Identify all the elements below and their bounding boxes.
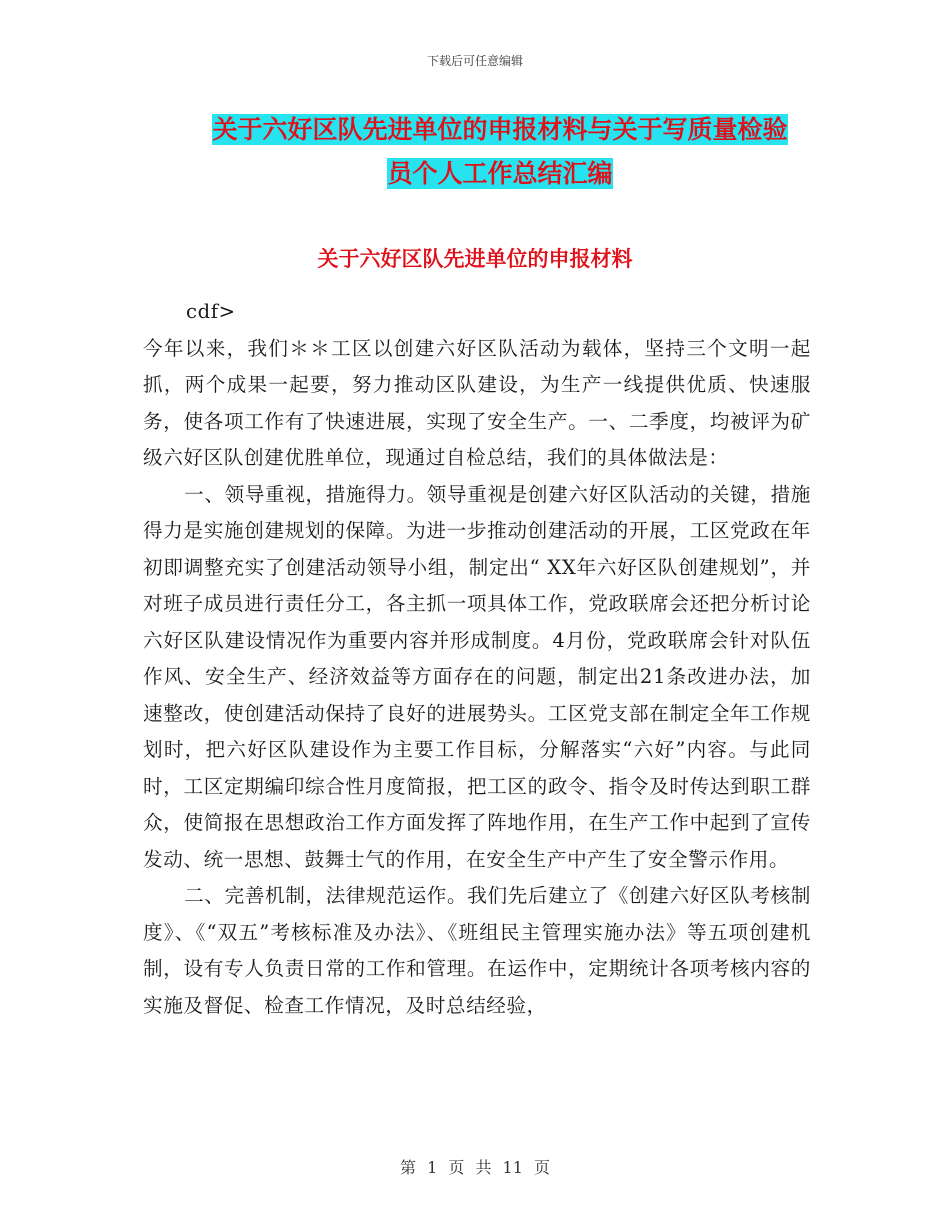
section-title: 关于六好区队先进单位的申报材料: [317, 246, 633, 271]
cdf-marker: cdf>: [186, 300, 236, 323]
document-title-line-2: 员个人工作总结汇编: [387, 159, 613, 188]
body-text: [143, 294, 811, 1024]
document-title: [140, 108, 860, 196]
paragraph-mechanism: 二、完善机制，法律规范运作。我们先后建立了《创建六好区队考核制度》、《“双五”考核标准及办法》、《班组民主管理实施办法》等五项创建机制，设有专人负责日常的工作和管理。在运作中，定期统计各项考核内容的实施及督促、检查工作情况，及时总结经验，: [143, 884, 811, 1017]
document-title-line-1: 关于六好区队先进单位的申报材料与关于写质量检验: [212, 115, 788, 144]
paragraph-intro: 今年以来，我们＊＊工区以创建六好区队活动为载体，坚持三个文明一起抓，两个成果一起要，努力推动区队建设，为生产一线提供优质、快速服务，使各项工作有了快速进展，实现了安全生产。一、二季度，均被评为矿级六好区队创建优胜单位，现通过自检总结，我们的具体做法是：: [143, 336, 811, 469]
page-header: 下载后可任意编辑: [426, 54, 523, 68]
page-footer: 第 1 页 共 11 页: [400, 1158, 550, 1177]
paragraph-leadership: 一、领导重视，措施得力。领导重视是创建六好区队活动的关键，措施得力是实施创建规划的保障。为进一步推动创建活动的开展，工区党政在年初即调整充实了创建活动领导小组，制定出“ XX年六好区队创建规划”，并对班子成员进行责任分工，各主抓一项具体工作，党政联席会还把分析讨论六好区队建设情况作为重要内容并形成制度。4月份，党政联席会针对队伍作风、安全生产、经济效益等方面存在的问题，制定出21条改进办法，加速整改，使创建活动保持了良好的进展势头。工区党支部在制定全年工作规划时，把六好区队建设作为主要工作目标，分解落实“六好”内容。与此同时，工区定期编印综合性月度简报，把工区的政令、指令及时传达到职工群众，使简报在思想政治工作方面发挥了阵地作用，在生产工作中起到了宣传发动、统一思想、鼓舞士气的作用，在安全生产中产生了安全警示作用。: [143, 482, 811, 871]
